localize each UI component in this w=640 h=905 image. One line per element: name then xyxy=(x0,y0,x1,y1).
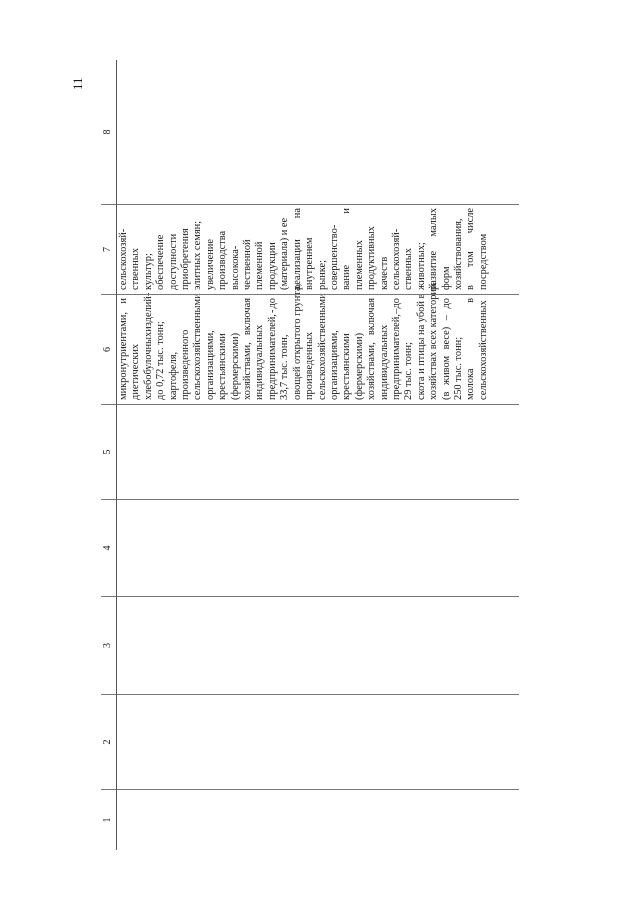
table-header-row xyxy=(101,60,117,850)
text-line xyxy=(441,298,453,400)
text-fragment: предпринимателей, xyxy=(390,314,402,400)
header-col-4: 4 xyxy=(101,500,116,597)
text-line xyxy=(465,208,477,290)
text-fragment: крестьянскими xyxy=(341,333,353,400)
text-line xyxy=(316,293,329,400)
text-fragment: молока xyxy=(465,368,477,400)
header-col-6: 6 xyxy=(101,295,116,405)
text-fragment: продукции xyxy=(266,242,278,290)
text-fragment: произведенных xyxy=(304,331,316,400)
text-line xyxy=(205,208,217,290)
text-line xyxy=(242,208,254,290)
text-fragment: элитных семян; xyxy=(192,220,204,290)
text-line xyxy=(217,208,229,290)
text-fragment: на xyxy=(291,208,303,219)
text-line xyxy=(379,298,391,400)
text-fragment: включая xyxy=(242,298,254,336)
text-fragment: изделий xyxy=(142,296,154,332)
text-fragment: 250 тыс. тонн; xyxy=(452,336,464,400)
text-fragment: живом xyxy=(440,355,452,386)
text-fragment: до 0,72 тыс. тонн; xyxy=(155,321,167,400)
body-cell-col-2 xyxy=(117,695,519,790)
text-fragment: картофеля, xyxy=(167,351,179,400)
text-line xyxy=(329,298,341,400)
text-line xyxy=(428,283,440,400)
text-line xyxy=(329,208,341,290)
text-line xyxy=(366,208,378,290)
text-fragment: качеств xyxy=(378,256,390,290)
text-fragment: племенных xyxy=(353,240,365,290)
text-line xyxy=(254,208,266,290)
text-fragment: доступности xyxy=(167,233,179,290)
text-line xyxy=(416,208,428,290)
text-fragment: сельскохозяй- xyxy=(390,228,402,290)
text-line xyxy=(155,298,167,400)
text-fragment: крестьянскими xyxy=(217,333,229,400)
body-cell-col-5 xyxy=(117,405,519,500)
text-fragment: сельскохозяйственными xyxy=(316,293,328,400)
text-line xyxy=(317,208,329,290)
text-fragment: хозяйствах всех категорий xyxy=(428,283,440,400)
text-line xyxy=(391,298,403,400)
text-fragment: 33,7 тыс. тонн, xyxy=(279,334,291,400)
text-fragment: приобретения xyxy=(180,228,192,290)
text-line xyxy=(415,293,428,400)
text-line xyxy=(391,208,403,290)
text-fragment: реализации xyxy=(291,239,303,290)
text-line xyxy=(267,298,279,400)
text-line xyxy=(230,208,242,290)
text-line xyxy=(453,208,465,290)
text-line xyxy=(453,298,465,400)
data-table xyxy=(101,60,519,850)
body-cell-col-1 xyxy=(117,790,519,850)
text-line xyxy=(354,208,366,290)
text-line xyxy=(279,298,291,400)
text-fragment: рынке; xyxy=(316,259,328,290)
text-fragment: (фермерскими) xyxy=(229,332,241,400)
text-line xyxy=(168,208,180,290)
text-fragment: индивидуальных xyxy=(378,324,390,400)
text-fragment: животных; xyxy=(415,242,427,290)
text-line xyxy=(465,298,477,400)
text-line xyxy=(478,298,490,400)
text-line xyxy=(242,298,254,400)
text-line xyxy=(267,208,279,290)
text-fragment: малых xyxy=(428,208,440,237)
body-cell-col-3 xyxy=(117,597,519,695)
text-line xyxy=(130,298,142,400)
text-fragment: увеличение xyxy=(204,239,216,290)
text-fragment: обеспечение xyxy=(155,234,167,290)
text-fragment: весе) xyxy=(440,326,452,350)
text-line xyxy=(292,208,304,290)
text-line xyxy=(304,208,316,290)
text-line xyxy=(205,298,217,400)
body-cell-col-4 xyxy=(117,500,519,597)
text-line xyxy=(118,298,130,400)
text-fragment: продуктивных xyxy=(366,226,378,290)
text-fragment: микронутриентами, xyxy=(118,312,129,400)
text-fragment: до xyxy=(266,298,278,309)
text-line xyxy=(403,298,415,400)
text-line xyxy=(230,298,242,400)
text-fragment: предпринимателей, xyxy=(266,314,278,400)
text-fragment: внутреннем xyxy=(304,237,316,290)
text-fragment: том xyxy=(465,251,477,268)
text-line xyxy=(217,298,229,400)
rotated-table-sheet xyxy=(101,60,519,850)
text-fragment: форм xyxy=(440,266,452,290)
text-line xyxy=(192,208,204,290)
text-fragment: и xyxy=(118,298,129,304)
text-fragment: чественной xyxy=(242,239,254,290)
text-fragment: диетических xyxy=(130,343,142,400)
text-fragment: племенной xyxy=(254,241,266,290)
text-line xyxy=(379,208,391,290)
text-fragment: хозяйствования, xyxy=(452,218,464,290)
text-fragment: высокока- xyxy=(229,245,241,290)
text-fragment: до xyxy=(390,298,402,309)
text-line xyxy=(279,208,291,290)
text-line xyxy=(478,208,490,290)
text-line xyxy=(366,298,378,400)
text-fragment: культур; xyxy=(142,253,154,290)
header-col-1: 1 xyxy=(102,817,113,823)
text-line xyxy=(118,208,130,290)
text-fragment: – xyxy=(440,315,452,321)
text-fragment: - xyxy=(142,292,154,297)
text-fragment: – xyxy=(390,308,402,314)
text-line xyxy=(130,208,142,290)
text-line xyxy=(254,298,266,400)
text-line xyxy=(155,208,167,290)
text-line xyxy=(180,298,192,400)
text-fragment: посредством xyxy=(477,233,489,290)
text-line xyxy=(291,283,304,400)
text-fragment: и xyxy=(341,208,353,214)
text-fragment: хлебобулочных xyxy=(142,331,154,400)
text-fragment: овощей открытого грунта, xyxy=(291,283,303,400)
text-line xyxy=(143,208,155,290)
header-col-8: 8 xyxy=(101,60,116,205)
text-fragment: вание xyxy=(341,264,353,290)
table-body-row xyxy=(117,60,519,850)
text-fragment: хозяйствами, xyxy=(366,342,378,400)
text-line xyxy=(441,208,453,290)
text-fragment: ственных xyxy=(403,248,415,290)
header-col-5: 5 xyxy=(101,405,116,500)
text-line xyxy=(341,298,353,400)
text-fragment: производства xyxy=(217,230,229,290)
header-col-3: 3 xyxy=(101,597,116,695)
header-col-2: 2 xyxy=(101,695,116,790)
text-fragment: произведенного xyxy=(180,329,192,400)
text-fragment: включая xyxy=(366,298,378,336)
text-line xyxy=(142,292,155,400)
text-fragment: развитие xyxy=(428,250,440,290)
text-fragment: - xyxy=(266,309,278,314)
text-fragment: сельскохозяйственных xyxy=(477,300,489,400)
body-cell-col-6-targets xyxy=(117,283,519,405)
text-line xyxy=(192,293,204,400)
body-cell-col-7-measures xyxy=(117,205,519,295)
text-line xyxy=(403,208,415,290)
text-fragment: ственных xyxy=(130,248,142,290)
text-fragment: сельскохозяй- xyxy=(118,228,129,290)
header-col-7: 7 xyxy=(101,205,116,295)
text-line xyxy=(428,208,440,290)
text-fragment: в xyxy=(465,285,477,290)
text-line xyxy=(168,298,180,400)
page-number: 11 xyxy=(70,77,85,90)
text-fragment: числе xyxy=(465,208,477,234)
text-fragment: индивидуальных xyxy=(254,324,266,400)
text-fragment: сельскохозяйственными xyxy=(192,293,204,400)
text-fragment: (фермерскими) xyxy=(353,332,365,400)
text-line xyxy=(341,208,353,290)
text-fragment: скота и птицы на убой в xyxy=(415,293,427,400)
text-fragment: (в xyxy=(440,391,452,400)
text-line xyxy=(354,298,366,400)
text-fragment: до xyxy=(440,298,452,309)
text-fragment: организациями, xyxy=(328,330,340,400)
body-cell-col-8 xyxy=(117,60,519,205)
text-fragment: совершенство- xyxy=(328,224,340,290)
text-fragment: (материала) и ее xyxy=(279,217,291,290)
text-line xyxy=(304,298,316,400)
text-fragment: хозяйствами, xyxy=(242,342,254,400)
text-fragment: 29 тыс. тонн; xyxy=(403,342,415,400)
text-fragment: организациями, xyxy=(204,330,216,400)
text-line xyxy=(180,208,192,290)
text-fragment: в xyxy=(465,298,477,303)
